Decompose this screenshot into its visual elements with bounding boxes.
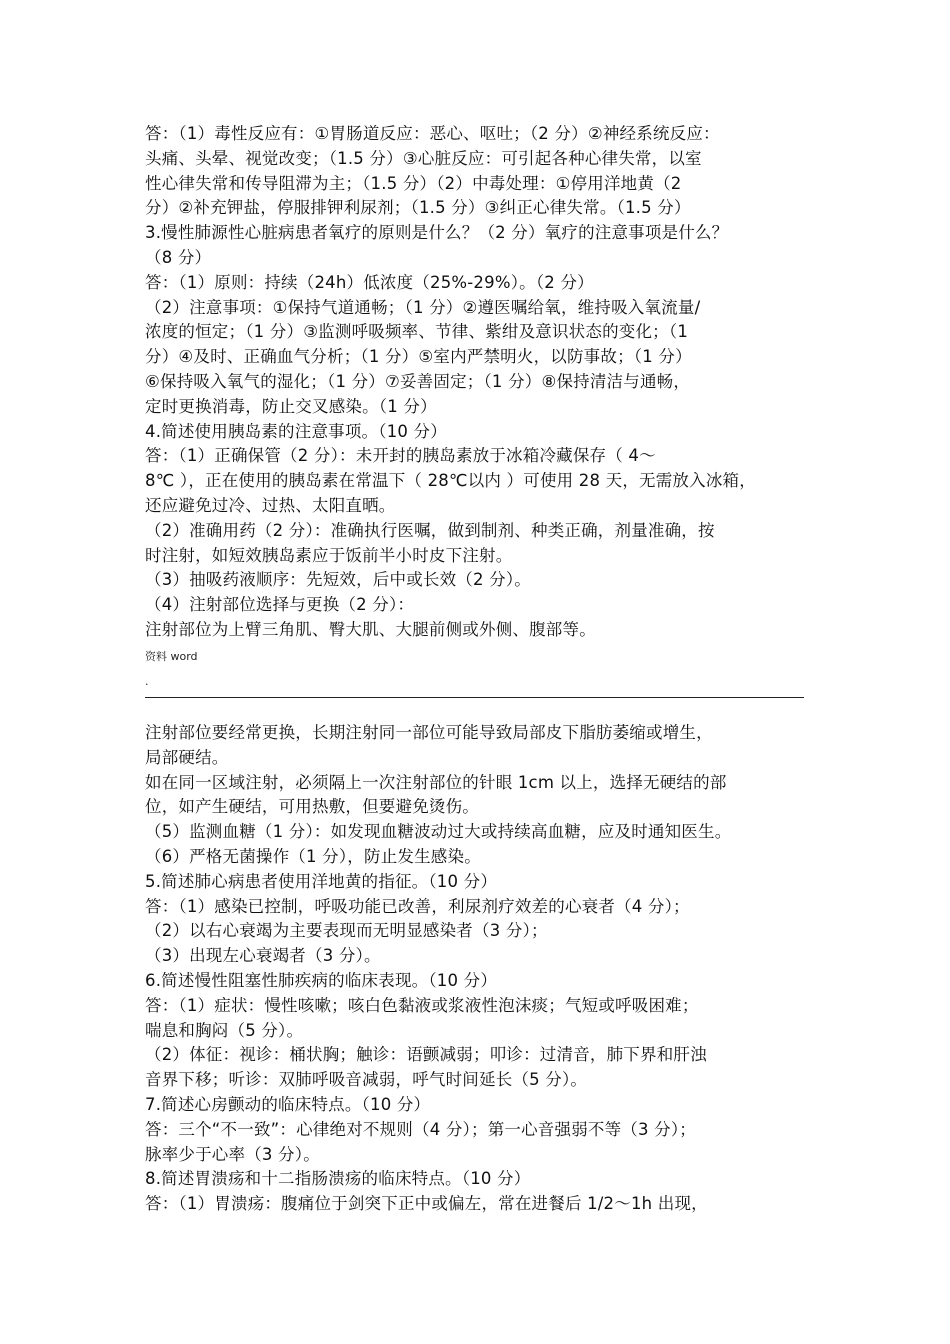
question-heading: 5.简述肺心病患者使用洋地黄的指征。（10 分） bbox=[145, 871, 498, 891]
text-line: 如在同一区域注射，必须隔上一次注射部位的针眼 1cm 以上，选择无硬结的部 bbox=[145, 772, 727, 792]
text-line: （4）注射部位选择与更换（2 分）： bbox=[145, 595, 415, 615]
question-heading: 3.慢性肺源性心脏病患者氧疗的原则是什么？（2 分）氧疗的注意事项是什么？ bbox=[145, 223, 729, 243]
text-line: （2）以右心衰竭为主要表现而无明显感染者（3 分）； bbox=[145, 921, 548, 941]
text-line: （2）注意事项：①保持气道通畅；（1 分）②遵医嘱给氧，维持吸入氧流量/ bbox=[145, 297, 701, 317]
question-heading: 4.简述使用胰岛素的注意事项。（10 分） bbox=[145, 421, 447, 441]
text-line: 性心律失常和传导阻滞为主；（1.5 分）（2）中毒处理：①停用洋地黄（2 bbox=[145, 173, 682, 193]
text-line: 定时更换消毒，防止交叉感染。（1 分） bbox=[145, 396, 437, 416]
text-line: 注射部位要经常更换，长期注射同一部位可能导致局部皮下脂肪萎缩或增生， bbox=[145, 723, 713, 742]
text-line: 8℃ ），正在使用的胰岛素在常温下（ 28℃以内 ）可使用 28 天，无需放入冰箱， bbox=[145, 471, 756, 491]
text-line: 分）④及时、正确血气分析；（1 分）⑤室内严禁明火，以防事故；（1 分） bbox=[145, 347, 692, 367]
page-divider bbox=[145, 697, 804, 698]
text-line: 答：（1）症状：慢性咳嗽；咳白色黏液或浆液性泡沫痰；气短或呼吸困难； bbox=[145, 995, 699, 1015]
text-line: 头痛、头晕、视觉改变；（1.5 分）③心脏反应：可引起各种心律失常，以室 bbox=[145, 148, 702, 168]
text-line: （5）监测血糖（1 分）：如发现血糖波动过大或持续高血糖，应及时通知医生。 bbox=[145, 822, 732, 842]
question-heading: 7.简述心房颤动的临床特点。（10 分） bbox=[145, 1094, 431, 1114]
text-line: 答：（1）毒性反应有：①胃肠道反应：恶心、呕吐；（2 分）②神经系统反应： bbox=[145, 124, 720, 143]
text-line: 答：（1）正确保管（2 分）：未开封的胰岛素放于冰箱冷藏保存（ 4～ bbox=[145, 446, 656, 466]
text-line: 答：（1）感染已控制，呼吸功能已改善，利尿剂疗效差的心衰者（4 分）； bbox=[145, 896, 690, 916]
text-line: 分）②补充钾盐，停服排钾利尿剂；（1.5 分）③纠正心律失常。（1.5 分） bbox=[145, 198, 691, 218]
text-line: 音界下移；听诊：双肺呼吸音减弱，呼气时间延长（5 分）。 bbox=[145, 1070, 588, 1090]
text-line: 还应避免过冷、过热、太阳直晒。 bbox=[145, 495, 396, 515]
text-line: 注射部位为上臂三角肌、臀大肌、大腿前侧或外侧、腹部等。 bbox=[145, 619, 596, 639]
text-line: （2）体征：视诊：桶状胸；触诊：语颤减弱；叩诊：过清音，肺下界和肝浊 bbox=[145, 1045, 707, 1065]
text-section-top bbox=[145, 122, 825, 643]
text-line: ⑥保持吸入氧气的湿化；（1 分）⑦妥善固定；（1 分）⑧保持清洁与通畅， bbox=[145, 371, 691, 391]
question-heading: （8 分） bbox=[145, 247, 212, 267]
text-line: 局部硬结。 bbox=[145, 747, 229, 767]
text-line: 喘息和胸闷（5 分）。 bbox=[145, 1020, 304, 1040]
text-line: 浓度的恒定；（1 分）③监测呼吸频率、节律、紫绀及意识状态的变化；（1 bbox=[145, 322, 689, 342]
text-line: 答：（1）胃溃疡：腹痛位于剑突下正中或偏左，常在进餐后 1/2～1h 出现， bbox=[145, 1194, 708, 1214]
text-line: 答：三个“不一致”：心律绝对不规则（4 分）；第一心音强弱不等（3 分）； bbox=[145, 1119, 696, 1139]
text-line: 脉率少于心率（3 分）。 bbox=[145, 1144, 320, 1164]
page-footer-dot: . bbox=[145, 675, 149, 688]
text-line: （3）出现左心衰竭者（3 分）。 bbox=[145, 946, 381, 966]
text-line: 位，如产生硬结，可用热敷，但要避免烫伤。 bbox=[145, 797, 479, 817]
text-section-bottom bbox=[145, 721, 825, 1217]
text-line: （3）抽吸药液顺序：先短效，后中或长效（2 分）。 bbox=[145, 570, 531, 590]
text-line: 答：（1）原则：持续（24h）低浓度（25%-29%）。（2 分） bbox=[145, 272, 594, 292]
text-line: 时注射，如短效胰岛素应于饭前半小时皮下注射。 bbox=[145, 545, 513, 565]
text-line: （6）严格无菌操作（1 分），防止发生感染。 bbox=[145, 846, 481, 866]
question-heading: 8.简述胃溃疡和十二指肠溃疡的临床特点。（10 分） bbox=[145, 1169, 531, 1189]
text-line: （2）准确用药（2 分）：准确执行医嘱，做到制剂、种类正确，剂量准确，按 bbox=[145, 520, 715, 540]
question-heading: 6.简述慢性阻塞性肺疾病的临床表现。（10 分） bbox=[145, 970, 498, 990]
page-footer-label: 资料 word bbox=[145, 650, 198, 663]
